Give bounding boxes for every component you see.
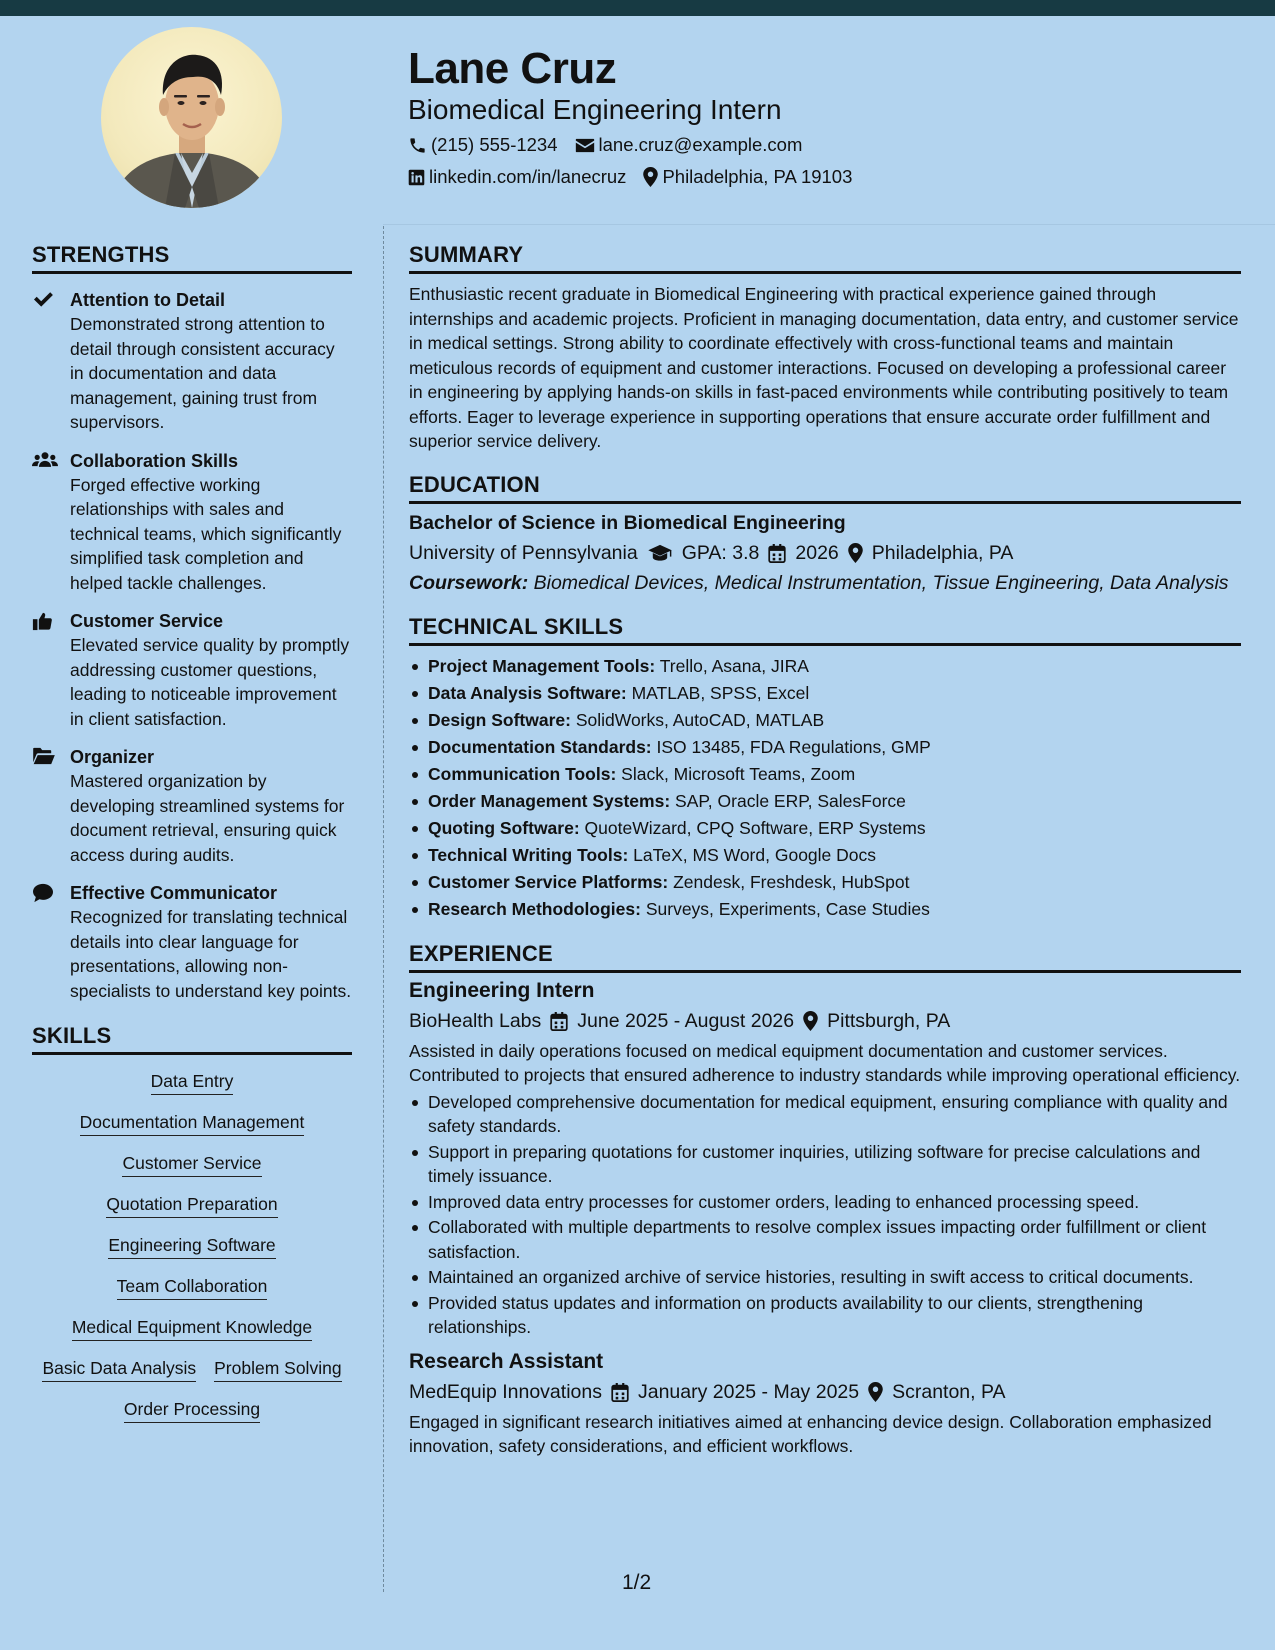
list-item xyxy=(409,680,1241,707)
job-dates: June 2025 - August 2026 xyxy=(577,1009,795,1032)
skill-tag: Problem Solving xyxy=(214,1348,341,1382)
skill-tag: Quotation Preparation xyxy=(106,1184,277,1218)
skill-values: ISO 13485, FDA Regulations, GMP xyxy=(656,736,931,757)
list-item xyxy=(409,896,1241,923)
job-description: Assisted in daily operations focused on medical equipment documentation and customer services. Contributed to projects that ensured adherence to industry standards while improving operational efficiency. xyxy=(409,1040,1241,1085)
skill-tag: Order Processing xyxy=(124,1389,260,1423)
strength-title: Collaboration Skills xyxy=(70,450,239,471)
location-text: Philadelphia, PA 19103 xyxy=(662,166,853,187)
list-item xyxy=(409,734,1241,761)
list-item xyxy=(409,869,1241,896)
graduation-year: 2026 xyxy=(795,541,839,564)
skill-category: Order Management Systems: xyxy=(428,790,671,811)
gpa-text: GPA: 3.8 xyxy=(681,541,760,564)
skill-values: SAP, Oracle ERP, SalesForce xyxy=(675,790,906,811)
skill-tag: Data Entry xyxy=(151,1061,234,1095)
skill-values: Slack, Microsoft Teams, Zoom xyxy=(621,763,856,784)
list-item xyxy=(409,761,1241,788)
strength-item xyxy=(32,745,352,867)
strengths-heading: STRENGTHS xyxy=(32,242,352,274)
calendar-icon xyxy=(768,544,786,563)
map-pin-icon xyxy=(848,543,863,563)
coursework xyxy=(409,571,1241,596)
list-item xyxy=(409,815,1241,842)
job-dates: January 2025 - May 2025 xyxy=(637,1380,860,1403)
skill-values: QuoteWizard, CPQ Software, ERP Systems xyxy=(584,817,926,838)
job-title: Engineering Intern xyxy=(409,978,595,1002)
linkedin-icon xyxy=(408,169,425,186)
calendar-icon xyxy=(550,1012,568,1031)
map-pin-icon xyxy=(803,1011,818,1031)
skill-values: Trello, Asana, JIRA xyxy=(659,655,809,676)
linkedin-contact xyxy=(408,166,626,188)
education-heading: EDUCATION xyxy=(409,472,1241,504)
summary-heading: SUMMARY xyxy=(409,242,1241,274)
check-icon xyxy=(32,290,54,308)
contact-row-1 xyxy=(408,134,819,156)
experience-heading: EXPERIENCE xyxy=(409,941,1241,973)
profile-photo-icon xyxy=(101,27,282,208)
header-divider xyxy=(383,224,1275,225)
skill-category: Research Methodologies: xyxy=(428,898,641,919)
list-item: Support in preparing quotations for customer inquiries, utilizing software for precise calculations and timely issuance. xyxy=(409,1140,1241,1189)
job-entry xyxy=(409,979,1241,1340)
contact-row-2 xyxy=(408,166,869,188)
job-entry xyxy=(409,1350,1241,1459)
technical-skills-heading: TECHNICAL SKILLS xyxy=(409,614,1241,646)
list-item: Maintained an organized archive of service histories, resulting in swift access to critical documents. xyxy=(409,1265,1241,1290)
email-text[interactable]: lane.cruz@example.com xyxy=(598,134,803,155)
strength-desc: Demonstrated strong attention to detail through consistent accuracy in documentation and data management, gaining trust from supervisors. xyxy=(70,314,335,432)
strength-item xyxy=(32,881,352,1003)
job-meta xyxy=(409,1010,1241,1033)
candidate-name: Lane Cruz xyxy=(408,44,617,93)
skill-tag: Medical Equipment Knowledge xyxy=(72,1307,312,1341)
list-item: Collaborated with multiple departments to resolve complex issues impacting order fulfillment or client satisfaction. xyxy=(409,1215,1241,1264)
candidate-title: Biomedical Engineering Intern xyxy=(408,94,782,125)
skill-category: Data Analysis Software: xyxy=(428,682,627,703)
company-name: MedEquip Innovations xyxy=(409,1380,602,1403)
avatar xyxy=(101,27,282,208)
education-meta xyxy=(409,542,1241,565)
strength-title: Organizer xyxy=(70,747,155,767)
skills-list xyxy=(32,1061,352,1430)
top-bar xyxy=(0,0,1275,16)
skill-tag: Documentation Management xyxy=(80,1102,305,1136)
speech-bubble-icon xyxy=(32,883,54,903)
school-location: Philadelphia, PA xyxy=(871,541,1014,564)
skill-category: Documentation Standards: xyxy=(428,736,652,757)
skill-category: Communication Tools: xyxy=(428,763,617,784)
thumbs-up-icon xyxy=(32,611,52,631)
skill-category: Technical Writing Tools: xyxy=(428,844,629,865)
skill-category: Quoting Software: xyxy=(428,817,580,838)
skill-values: SolidWorks, AutoCAD, MATLAB xyxy=(575,709,825,730)
email-icon xyxy=(575,137,595,154)
skill-values: MATLAB, SPSS, Excel xyxy=(631,682,810,703)
list-item xyxy=(409,788,1241,815)
skills-heading: SKILLS xyxy=(32,1023,352,1055)
skill-values: Surveys, Experiments, Case Studies xyxy=(645,898,930,919)
strength-desc: Forged effective working relationships with sales and technical teams, which significantly simplified task completion and helped tackle challenges. xyxy=(70,474,342,593)
skill-category: Project Management Tools: xyxy=(428,655,656,676)
phone-contact xyxy=(408,134,558,156)
linkedin-text[interactable]: linkedin.com/in/lanecruz xyxy=(429,166,627,187)
strength-desc: Elevated service quality by promptly addressing customer questions, leading to noticeable improvement in client satisfaction. xyxy=(70,635,350,729)
skill-category: Customer Service Platforms: xyxy=(428,871,669,892)
strength-desc: Mastered organization by developing streamlined systems for document retrieval, ensuring quick access during audits. xyxy=(70,771,345,865)
skill-tag: Basic Data Analysis xyxy=(42,1348,196,1382)
phone-icon xyxy=(408,136,427,155)
skill-tag: Customer Service xyxy=(122,1143,261,1177)
skill-tag: Engineering Software xyxy=(108,1225,275,1259)
list-item xyxy=(409,842,1241,869)
strength-title: Attention to Detail xyxy=(70,290,225,310)
job-bullets xyxy=(409,1090,1241,1340)
strength-desc: Recognized for translating technical details into clear language for presentations, allowing non-specialists to understand key points. xyxy=(70,907,352,1001)
skill-tag: Team Collaboration xyxy=(117,1266,268,1300)
phone-text[interactable]: (215) 555-1234 xyxy=(431,134,558,155)
school-name: University of Pennsylvania xyxy=(409,541,638,564)
degree-title: Bachelor of Science in Biomedical Engineering xyxy=(409,511,846,534)
coursework-label: Coursework: xyxy=(409,571,529,594)
email-contact xyxy=(575,134,803,156)
right-column xyxy=(409,242,1241,1459)
users-icon xyxy=(32,451,58,469)
coursework-text: Biomedical Devices, Medical Instrumentation, Tissue Engineering, Data Analysis xyxy=(533,571,1229,594)
map-pin-icon xyxy=(643,167,658,187)
skill-values: Zendesk, Freshdesk, HubSpot xyxy=(673,871,910,892)
list-item: Improved data entry processes for customer orders, leading to enhanced processing speed. xyxy=(409,1190,1241,1215)
column-divider xyxy=(383,226,384,1592)
job-location: Scranton, PA xyxy=(892,1380,1006,1403)
skill-category: Design Software: xyxy=(428,709,571,730)
map-pin-icon xyxy=(868,1382,883,1402)
strength-title: Effective Communicator xyxy=(70,883,278,903)
list-item: Provided status updates and information on products availability to our clients, strengthening relationships. xyxy=(409,1291,1241,1340)
company-name: BioHealth Labs xyxy=(409,1009,542,1032)
job-description: Engaged in significant research initiatives aimed at enhancing device design. Collaboration emphasized innovation, safety considerations, and efficient workflows. xyxy=(409,1411,1212,1456)
left-column xyxy=(32,242,352,1430)
strength-title: Customer Service xyxy=(70,611,224,631)
job-title: Research Assistant xyxy=(409,1349,604,1373)
graduation-cap-icon xyxy=(647,544,673,562)
list-item: Developed comprehensive documentation for medical equipment, ensuring compliance with quality and safety standards. xyxy=(409,1090,1241,1139)
list-item xyxy=(409,707,1241,734)
strength-item xyxy=(32,609,352,731)
job-location: Pittsburgh, PA xyxy=(827,1009,951,1032)
folder-open-icon xyxy=(32,747,56,765)
job-meta xyxy=(409,1381,1241,1404)
strength-item xyxy=(32,449,352,596)
summary-text: Enthusiastic recent graduate in Biomedical Engineering with practical experience gained through internships and academic projects. Proficient in managing documentation, data entry, and customer service in medical settings. Strong ability to coordinate effectively with cross-functional teams and maintain meticulous records of equipment and customer interactions. Focused on developing a professional career in engineering by applying hands-on skills in fast-paced environments while contributing positively to team efforts. Eager to leverage experience in supporting operations that ensure accurate order fulfillment and superior service delivery. xyxy=(409,284,1239,451)
calendar-icon xyxy=(611,1383,629,1402)
technical-skills-list xyxy=(409,653,1241,923)
strength-item xyxy=(32,288,352,435)
location-contact xyxy=(643,166,852,188)
page-number: 1/2 xyxy=(622,1571,652,1594)
skill-values: LaTeX, MS Word, Google Docs xyxy=(633,844,877,865)
list-item xyxy=(409,653,1241,680)
